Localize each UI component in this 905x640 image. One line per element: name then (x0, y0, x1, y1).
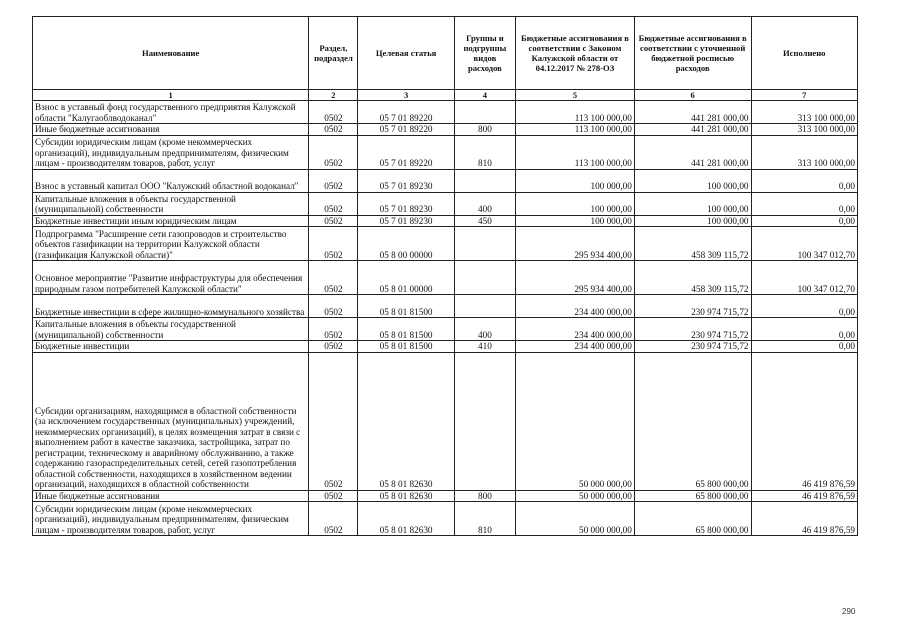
row-refined: 100 000,00 (634, 215, 751, 227)
row-name: Капитальные вложения в объекты государственной (муниципальной) собственности (33, 318, 309, 341)
table-row (33, 124, 858, 136)
row-refined: 441 281 000,00 (634, 135, 751, 169)
row-section: 0502 (309, 502, 358, 536)
table-row (33, 215, 858, 227)
row-law: 50 000 000,00 (516, 490, 635, 502)
row-refined: 230 974 715,72 (634, 341, 751, 353)
row-law: 50 000 000,00 (516, 352, 635, 490)
table-row (33, 101, 858, 124)
row-execution: 0,00 (751, 341, 858, 353)
row-section: 0502 (309, 124, 358, 136)
row-name: Бюджетные инвестиции (33, 341, 309, 353)
row-refined: 65 800 000,00 (634, 352, 751, 490)
row-law: 100 000,00 (516, 169, 635, 192)
row-law: 234 400 000,00 (516, 341, 635, 353)
column-number: 5 (516, 90, 635, 101)
row-law: 295 934 400,00 (516, 261, 635, 295)
column-number-row (33, 90, 858, 101)
row-law: 113 100 000,00 (516, 124, 635, 136)
row-section: 0502 (309, 318, 358, 341)
row-name: Основное мероприятие "Развитие инфраструктуры для обеспечения природным газом потребителей Калужской области" (33, 261, 309, 295)
header-execution: Исполнено (751, 17, 858, 90)
row-name: Иные бюджетные ассигнования (33, 490, 309, 502)
row-group (454, 101, 515, 124)
row-target: 05 8 01 00000 (358, 261, 454, 295)
table-row (33, 352, 858, 490)
row-execution: 0,00 (751, 192, 858, 215)
row-group: 400 (454, 192, 515, 215)
row-refined: 100 000,00 (634, 192, 751, 215)
row-target: 05 8 01 82630 (358, 352, 454, 490)
row-refined: 441 281 000,00 (634, 124, 751, 136)
row-target: 05 8 01 81500 (358, 318, 454, 341)
header-law: Бюджетные ассигнования в соответствии с Законом Калужской области от 04.12.2017 № 278-ОЗ (516, 17, 635, 90)
row-law: 113 100 000,00 (516, 101, 635, 124)
table-row (33, 227, 858, 261)
row-target: 05 8 01 81500 (358, 295, 454, 318)
row-law: 234 400 000,00 (516, 318, 635, 341)
table-row (33, 490, 858, 502)
row-group: 800 (454, 124, 515, 136)
row-refined: 458 309 115,72 (634, 227, 751, 261)
row-group (454, 169, 515, 192)
column-number: 6 (634, 90, 751, 101)
budget-table (32, 16, 858, 536)
table-row (33, 295, 858, 318)
row-target: 05 7 01 89220 (358, 124, 454, 136)
row-section: 0502 (309, 169, 358, 192)
table-row (33, 261, 858, 295)
row-group (454, 261, 515, 295)
row-law: 100 000,00 (516, 215, 635, 227)
row-group: 450 (454, 215, 515, 227)
header-target: Целевая статья (358, 17, 454, 90)
row-execution: 0,00 (751, 295, 858, 318)
row-execution: 100 347 012,70 (751, 261, 858, 295)
row-name: Субсидии юридическим лицам (кроме некоммерческих организаций), индивидуальным предпринимателям, физическим лицам - производителям товаров, работ, услуг (33, 502, 309, 536)
row-refined: 230 974 715,72 (634, 318, 751, 341)
row-execution: 0,00 (751, 318, 858, 341)
table-row (33, 318, 858, 341)
row-target: 05 8 01 82630 (358, 490, 454, 502)
row-refined: 441 281 000,00 (634, 101, 751, 124)
row-law: 295 934 400,00 (516, 227, 635, 261)
row-execution: 46 419 876,59 (751, 490, 858, 502)
column-number: 3 (358, 90, 454, 101)
row-refined: 65 800 000,00 (634, 490, 751, 502)
row-section: 0502 (309, 295, 358, 318)
row-target: 05 8 01 81500 (358, 341, 454, 353)
row-section: 0502 (309, 215, 358, 227)
page-number: 290 (842, 607, 856, 616)
row-execution: 0,00 (751, 215, 858, 227)
row-section: 0502 (309, 227, 358, 261)
column-number: 2 (309, 90, 358, 101)
table-row (33, 135, 858, 169)
row-group (454, 295, 515, 318)
row-execution: 313 100 000,00 (751, 135, 858, 169)
row-name: Субсидии организациям, находящимся в областной собственности (за исключением государственных (муниципальных) учреждений, некоммерческих организаций), в целях возмещения затрат в связи с выполнением работ в качестве заказчика, застройщика, затрат по регистрации, техническому и аварийному обслуживанию, а также содержанию газораспределительных сетей, сетей газопотребления областной собственности, находящихся в хозяйственном ведении организаций, находящихся в областной собственности (33, 352, 309, 490)
row-section: 0502 (309, 101, 358, 124)
row-target: 05 8 01 82630 (358, 502, 454, 536)
row-law: 113 100 000,00 (516, 135, 635, 169)
row-execution: 46 419 876,59 (751, 352, 858, 490)
row-execution: 0,00 (751, 169, 858, 192)
column-number: 7 (751, 90, 858, 101)
row-target: 05 7 01 89220 (358, 135, 454, 169)
header-groups: Группы и подгруппы видов расходов (454, 17, 515, 90)
row-group: 400 (454, 318, 515, 341)
row-target: 05 7 01 89230 (358, 192, 454, 215)
header-section: Раздел, подраздел (309, 17, 358, 90)
row-law: 100 000,00 (516, 192, 635, 215)
row-refined: 458 309 115,72 (634, 261, 751, 295)
row-name: Бюджетные инвестиции в сфере жилищно-коммунального хозяйства (33, 295, 309, 318)
header-name: Наименование (33, 17, 309, 90)
row-name: Капитальные вложения в объекты государственной (муниципальной) собственности (33, 192, 309, 215)
row-name: Взнос в уставный капитал ООО "Калужский областной водоканал" (33, 169, 309, 192)
header-row (33, 17, 858, 90)
row-law: 50 000 000,00 (516, 502, 635, 536)
row-target: 05 7 01 89230 (358, 215, 454, 227)
row-group: 800 (454, 490, 515, 502)
table-row (33, 502, 858, 536)
row-group: 810 (454, 502, 515, 536)
row-group (454, 227, 515, 261)
row-group: 410 (454, 341, 515, 353)
row-group: 810 (454, 135, 515, 169)
row-name: Взнос в уставный фонд государственного предприятия Калужской области "Калугаоблводоканал" (33, 101, 309, 124)
column-number: 4 (454, 90, 515, 101)
row-section: 0502 (309, 192, 358, 215)
row-target: 05 7 01 89230 (358, 169, 454, 192)
row-name: Иные бюджетные ассигнования (33, 124, 309, 136)
column-number: 1 (33, 90, 309, 101)
row-target: 05 8 00 00000 (358, 227, 454, 261)
row-law: 234 400 000,00 (516, 295, 635, 318)
row-section: 0502 (309, 352, 358, 490)
row-target: 05 7 01 89220 (358, 101, 454, 124)
row-name: Субсидии юридическим лицам (кроме некоммерческих организаций), индивидуальным предпринимателям, физическим лицам - производителям товаров, работ, услуг (33, 135, 309, 169)
table-row (33, 192, 858, 215)
row-refined: 100 000,00 (634, 169, 751, 192)
row-execution: 100 347 012,70 (751, 227, 858, 261)
table-row (33, 341, 858, 353)
row-name: Подпрограмма "Расширение сети газопроводов и строительство объектов газификации на территории Калужской области (газификация Калужской области)" (33, 227, 309, 261)
row-section: 0502 (309, 135, 358, 169)
header-refined: Бюджетные ассигнования в соответствии с уточненной бюджетной росписью расходов (634, 17, 751, 90)
row-refined: 230 974 715,72 (634, 295, 751, 318)
row-section: 0502 (309, 341, 358, 353)
table-row (33, 169, 858, 192)
row-section: 0502 (309, 490, 358, 502)
row-group (454, 352, 515, 490)
row-execution: 313 100 000,00 (751, 124, 858, 136)
row-execution: 46 419 876,59 (751, 502, 858, 536)
row-name: Бюджетные инвестиции иным юридическим лицам (33, 215, 309, 227)
row-refined: 65 800 000,00 (634, 502, 751, 536)
row-execution: 313 100 000,00 (751, 101, 858, 124)
row-section: 0502 (309, 261, 358, 295)
